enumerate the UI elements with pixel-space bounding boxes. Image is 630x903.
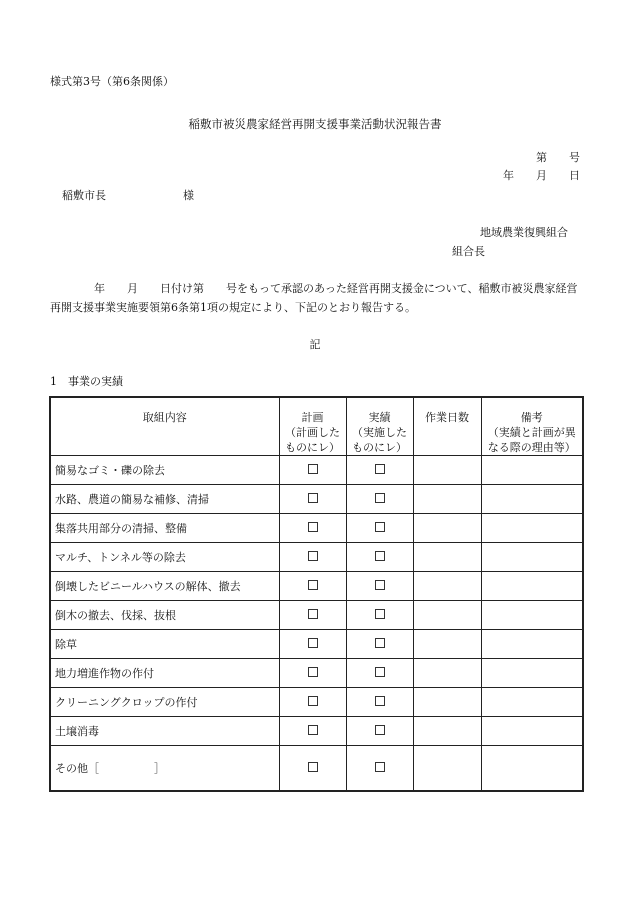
work-days-cell[interactable] [413, 485, 481, 514]
actual-checkbox-cell[interactable] [346, 456, 413, 485]
header-content: 取組内容 [50, 397, 279, 456]
plan-checkbox-cell[interactable] [279, 514, 346, 543]
plan-checkbox[interactable] [308, 725, 318, 735]
remarks-cell[interactable] [481, 456, 583, 485]
work-days-cell[interactable] [413, 601, 481, 630]
activity-table [49, 396, 584, 792]
work-days-cell[interactable] [413, 572, 481, 601]
table-row [50, 659, 583, 688]
work-days-cell[interactable] [413, 688, 481, 717]
remarks-cell[interactable] [481, 514, 583, 543]
form-number: 様式第3号（第6条関係） [50, 75, 174, 88]
actual-checkbox[interactable] [375, 464, 385, 474]
plan-checkbox[interactable] [308, 522, 318, 532]
plan-checkbox-cell[interactable] [279, 543, 346, 572]
actual-checkbox-cell[interactable] [346, 543, 413, 572]
row-content: 水路、農道の簡易な補修、清掃 [50, 485, 279, 514]
header-remarks: 備考 （実績と計画が異 なる際の理由等） [481, 397, 583, 456]
work-days-cell[interactable] [413, 659, 481, 688]
remarks-cell[interactable] [481, 572, 583, 601]
work-days-cell[interactable] [413, 717, 481, 746]
actual-checkbox[interactable] [375, 696, 385, 706]
remarks-cell[interactable] [481, 601, 583, 630]
remarks-cell[interactable] [481, 746, 583, 792]
row-content: クリーニングクロップの作付 [50, 688, 279, 717]
row-content: 簡易なゴミ・礫の除去 [50, 456, 279, 485]
actual-checkbox-cell[interactable] [346, 514, 413, 543]
table-row [50, 601, 583, 630]
body-text: 年 月 日付け第 号をもって承認のあった経営再開支援金について、稲敷市被災農家経営再開支援事業実施要領第6条第1項の規定により、下記のとおり報告する。 [50, 282, 578, 314]
table-row [50, 543, 583, 572]
actual-checkbox[interactable] [375, 762, 385, 772]
plan-checkbox[interactable] [308, 464, 318, 474]
work-days-cell[interactable] [413, 630, 481, 659]
ki-heading: 記 [309, 338, 321, 351]
remarks-cell[interactable] [481, 659, 583, 688]
actual-checkbox-cell[interactable] [346, 601, 413, 630]
actual-checkbox-cell[interactable] [346, 485, 413, 514]
plan-checkbox[interactable] [308, 667, 318, 677]
remarks-cell[interactable] [481, 485, 583, 514]
remarks-cell[interactable] [481, 630, 583, 659]
plan-checkbox-cell[interactable] [279, 688, 346, 717]
remarks-cell[interactable] [481, 543, 583, 572]
work-days-cell[interactable] [413, 746, 481, 792]
document-date: 年 月 日 [503, 169, 580, 182]
document-title: 稲敷市被災農家経営再開支援事業活動状況報告書 [188, 117, 442, 131]
table-row [50, 630, 583, 659]
plan-checkbox[interactable] [308, 696, 318, 706]
table-row [50, 456, 583, 485]
actual-checkbox[interactable] [375, 667, 385, 677]
actual-checkbox-cell[interactable] [346, 630, 413, 659]
actual-checkbox-cell[interactable] [346, 688, 413, 717]
row-content: 集落共用部分の清掃、整備 [50, 514, 279, 543]
document-number: 第 号 [536, 151, 580, 164]
actual-checkbox-cell[interactable] [346, 572, 413, 601]
plan-checkbox-cell[interactable] [279, 659, 346, 688]
actual-checkbox[interactable] [375, 725, 385, 735]
table-row [50, 746, 583, 792]
work-days-cell[interactable] [413, 456, 481, 485]
row-content: 除草 [50, 630, 279, 659]
plan-checkbox-cell[interactable] [279, 717, 346, 746]
row-content: その他［ ］ [50, 746, 279, 792]
plan-checkbox-cell[interactable] [279, 630, 346, 659]
actual-checkbox[interactable] [375, 580, 385, 590]
row-content: 倒壊したビニールハウスの解体、撤去 [50, 572, 279, 601]
plan-checkbox[interactable] [308, 580, 318, 590]
addressee: 稲敷市長 様 [62, 189, 194, 202]
table-row [50, 485, 583, 514]
plan-checkbox-cell[interactable] [279, 746, 346, 792]
plan-checkbox-cell[interactable] [279, 601, 346, 630]
actual-checkbox-cell[interactable] [346, 746, 413, 792]
actual-checkbox[interactable] [375, 551, 385, 561]
plan-checkbox[interactable] [308, 551, 318, 561]
work-days-cell[interactable] [413, 514, 481, 543]
actual-checkbox-cell[interactable] [346, 717, 413, 746]
plan-checkbox[interactable] [308, 493, 318, 503]
table-header-row [50, 397, 583, 456]
work-days-cell[interactable] [413, 543, 481, 572]
organization-name: 地域農業復興組合 [480, 226, 568, 239]
remarks-cell[interactable] [481, 688, 583, 717]
actual-checkbox-cell[interactable] [346, 659, 413, 688]
table-row [50, 688, 583, 717]
plan-checkbox-cell[interactable] [279, 572, 346, 601]
plan-checkbox-cell[interactable] [279, 485, 346, 514]
row-content: 倒木の撤去、伐採、抜根 [50, 601, 279, 630]
plan-checkbox[interactable] [308, 762, 318, 772]
section-heading: 1 事業の実績 [50, 375, 123, 388]
plan-checkbox[interactable] [308, 638, 318, 648]
actual-checkbox[interactable] [375, 522, 385, 532]
header-plan: 計画 （計画した ものにレ） [279, 397, 346, 456]
plan-checkbox[interactable] [308, 609, 318, 619]
actual-checkbox[interactable] [375, 638, 385, 648]
table-row [50, 717, 583, 746]
table-row [50, 572, 583, 601]
row-content: 土壌消毒 [50, 717, 279, 746]
actual-checkbox[interactable] [375, 609, 385, 619]
actual-checkbox[interactable] [375, 493, 385, 503]
table-row [50, 514, 583, 543]
row-content: マルチ、トンネル等の除去 [50, 543, 279, 572]
header-actual: 実績 （実施した ものにレ） [346, 397, 413, 456]
remarks-cell[interactable] [481, 717, 583, 746]
organization-head: 組合長 [452, 245, 485, 258]
plan-checkbox-cell[interactable] [279, 456, 346, 485]
header-days: 作業日数 [413, 397, 481, 456]
row-content: 地力増進作物の作付 [50, 659, 279, 688]
